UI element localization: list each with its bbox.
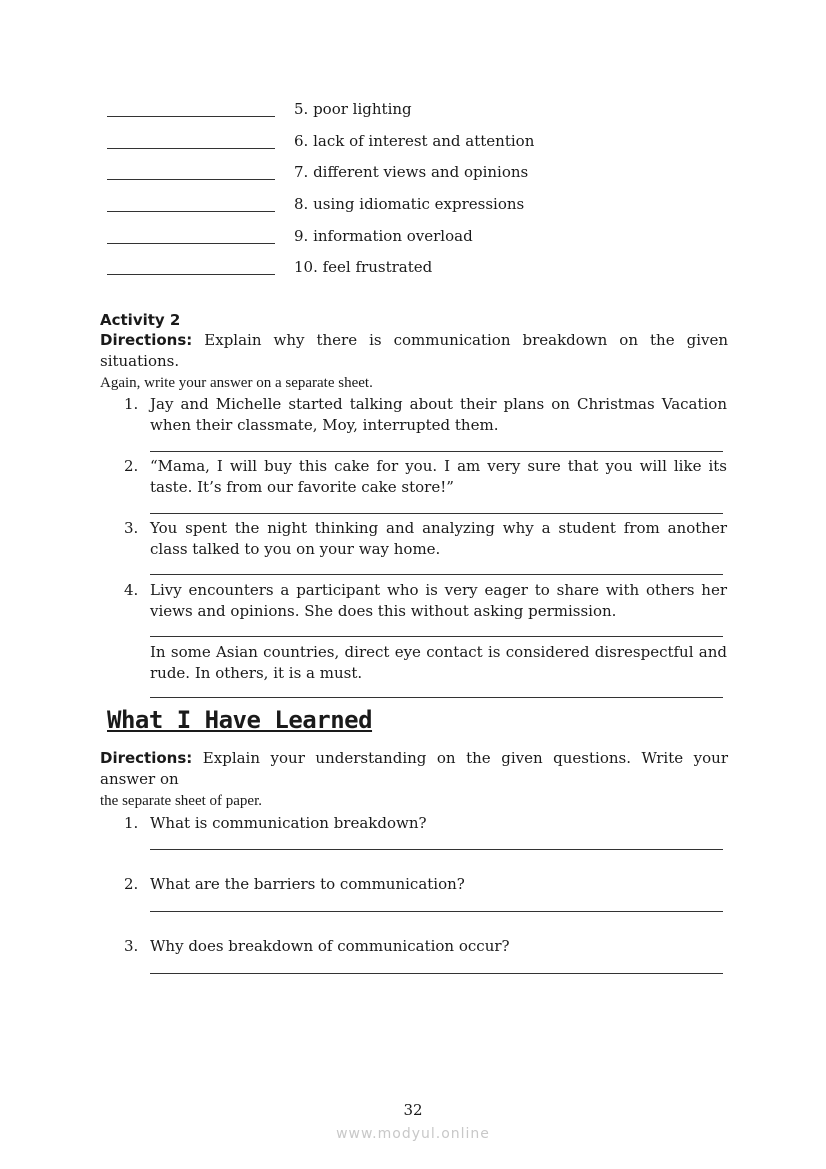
answer-blank[interactable] [107, 211, 275, 212]
page-number: 32 [403, 1101, 423, 1119]
matching-item: 6. lack of interest and attention [294, 132, 535, 150]
question-text: Jay and Michelle started talking about their plans on Christmas Vacation when their classmate, Moy, interrupted them. [150, 395, 727, 434]
answer-line[interactable] [150, 574, 723, 575]
section-heading: What I Have Learned [107, 706, 373, 734]
directions-text: Explain why there is communication breakdown on the given situations. [100, 331, 728, 370]
question-text: “Mama, I will buy this cake for you. I am very sure that you will like its taste. It’s from our favorite cake store!” [150, 457, 727, 496]
directions-label: Directions: [100, 749, 193, 767]
directions-label: Directions: [100, 331, 193, 349]
answer-line[interactable] [150, 849, 723, 850]
question-text: What are the barriers to communication? [150, 875, 465, 893]
answer-line[interactable] [150, 911, 723, 912]
activity2-directions [100, 330, 728, 394]
answer-blank[interactable] [107, 274, 275, 275]
question-text: What is communication breakdown? [150, 814, 427, 832]
question-number: 3. [124, 519, 139, 537]
answer-blank[interactable] [107, 243, 275, 244]
question-text: You spent the night thinking and analyzing why a student from another class talked to you on your way home. [150, 519, 727, 558]
question-number: 4. [124, 581, 139, 599]
answer-line[interactable] [150, 636, 723, 637]
answer-line[interactable] [150, 697, 723, 698]
directions-text-2: Again, write your answer on a separate sheet. [100, 375, 373, 391]
activity-title: Activity 2 [100, 311, 181, 329]
watermark: www.modyul.online [336, 1126, 490, 1142]
question-number: 1. [124, 814, 139, 832]
question-number: 3. [124, 937, 139, 955]
question-text: Why does breakdown of communication occur? [150, 937, 510, 955]
answer-blank[interactable] [107, 148, 275, 149]
matching-item: 10. feel frustrated [294, 258, 433, 276]
answer-line[interactable] [150, 451, 723, 452]
matching-item: 7. different views and opinions [294, 163, 529, 181]
learned-directions [100, 748, 728, 812]
matching-item: 8. using idiomatic expressions [294, 195, 525, 213]
answer-blank[interactable] [107, 179, 275, 180]
matching-item: 5. poor lighting [294, 100, 412, 118]
directions-text-2: the separate sheet of paper. [100, 793, 263, 809]
answer-line[interactable] [150, 973, 723, 974]
matching-item: 9. information overload [294, 227, 473, 245]
question-text: Livy encounters a participant who is very eager to share with others her views and opinions. She does this without asking permission. [150, 581, 727, 620]
question-number: 2. [124, 457, 139, 475]
answer-line[interactable] [150, 513, 723, 514]
question-number: 2. [124, 875, 139, 893]
directions-text: Explain your understanding on the given questions. Write your answer on [100, 749, 728, 788]
question-number: 1. [124, 395, 139, 413]
answer-blank[interactable] [107, 116, 275, 117]
question-text: In some Asian countries, direct eye contact is considered disrespectful and rude. In others, it is a must. [150, 643, 727, 682]
